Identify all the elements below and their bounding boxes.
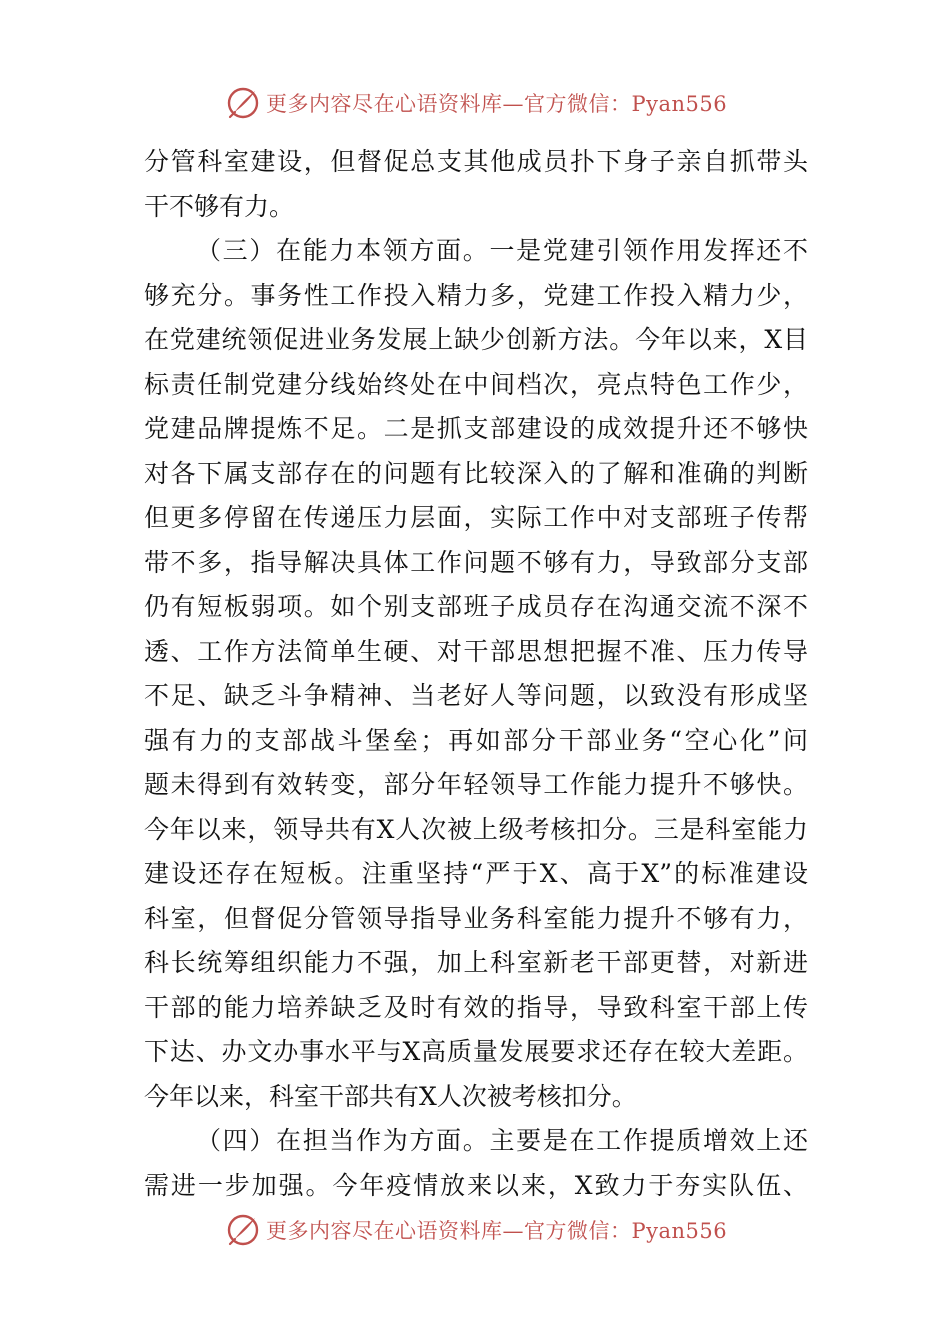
text-line: 透、工作方法简单生硬、对干部思想把握不准、压力传导 xyxy=(144,636,808,666)
text-line: 干部的能力培养缺乏及时有效的指导，导致科室干部上传 xyxy=(144,992,808,1022)
quill-logo-icon xyxy=(226,1213,260,1247)
text-line: 干不够有力。 xyxy=(144,191,295,221)
text-line: 带不多，指导解决具体工作问题不够有力，导致部分支部 xyxy=(144,547,808,577)
text-line: 不足、缺乏斗争精神、当老好人等问题，以致没有形成坚 xyxy=(144,681,808,710)
header-watermark-text: 更多内容尽在心语资料库—官方微信：Pyan556 xyxy=(266,92,728,116)
quill-logo-icon xyxy=(226,86,260,120)
footer-watermark-banner xyxy=(226,1210,726,1250)
text-line: 在党建统领促进业务发展上缺少创新方法。今年以来，X目 xyxy=(144,325,808,354)
text-line: 分管科室建设，但督促总支其他成员扑下身子亲自抓带头 xyxy=(144,147,808,176)
text-line: 今年以来，领导共有X人次被上级考核扣分。三是科室能力 xyxy=(144,814,808,844)
text-line: 今年以来，科室干部共有X人次被考核扣分。 xyxy=(144,1081,637,1111)
text-line: （四）在担当作为方面。主要是在工作提质增效上还 xyxy=(196,1126,808,1155)
text-line: 标责任制党建分线始终处在中间档次，亮点特色工作少， xyxy=(144,369,808,399)
text-line: 强有力的支部战斗堡垒；再如部分干部业务“空心化”问 xyxy=(144,725,808,755)
text-line: 对各下属支部存在的问题有比较深入的了解和准确的判断 xyxy=(144,458,808,488)
text-line: （三）在能力本领方面。一是党建引领作用发挥还不 xyxy=(196,236,808,265)
header-watermark-banner xyxy=(226,83,726,123)
text-line: 党建品牌提炼不足。二是抓支部建设的成效提升还不够快 xyxy=(144,414,808,443)
text-line: 够充分。事务性工作投入精力多，党建工作投入精力少， xyxy=(144,280,808,310)
footer-watermark-text: 更多内容尽在心语资料库—官方微信：Pyan556 xyxy=(266,1219,728,1243)
text-line: 但更多停留在传递压力层面，实际工作中对支部班子传帮 xyxy=(144,503,808,532)
text-line: 科长统筹组织能力不强，加上科室新老干部更替，对新进 xyxy=(144,948,808,977)
text-line: 下达、办文办事水平与X高质量发展要求还存在较大差距。 xyxy=(144,1037,808,1066)
document-body xyxy=(144,140,808,1208)
text-line: 建设还存在短板。注重坚持“严于X、高于X”的标准建设 xyxy=(144,859,808,888)
text-line: 科室，但督促分管领导指导业务科室能力提升不够有力， xyxy=(144,903,808,933)
text-line: 题未得到有效转变，部分年轻领导工作能力提升不够快。 xyxy=(144,770,808,799)
text-line: 需进一步加强。今年疫情放来以来，X致力于夯实队伍、 xyxy=(144,1170,808,1200)
text-line: 仍有短板弱项。如个别支部班子成员存在沟通交流不深不 xyxy=(144,592,808,621)
